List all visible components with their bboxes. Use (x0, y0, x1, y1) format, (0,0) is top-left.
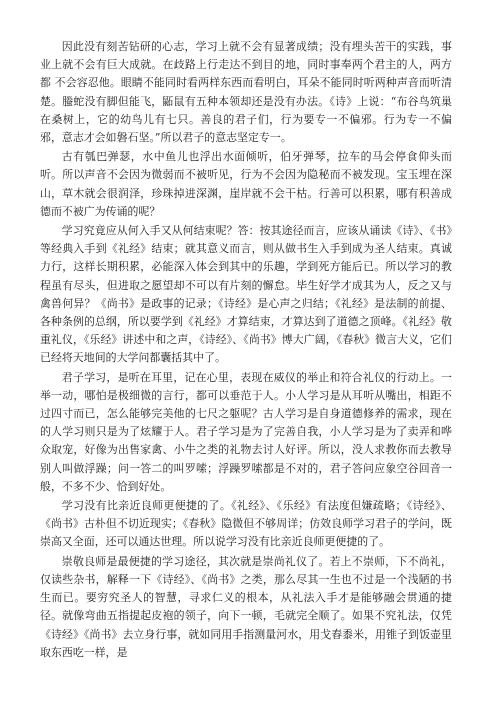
paragraph-4: 君子学习，是听在耳里，记在心里，表现在威仪的举止和符合礼仪的行动上。一举一动，哪怕是极细微的言行，都可以垂范于人。小人学习是从耳听从嘴出，相距不过四寸而已，怎么能够完美他的七尺之躯呢？古人学习是自身道德修养的需求，现在的人学习则只是为了炫耀于人。君子学习是为了完善自我，小人学习是为了卖弄和哗众取宠，好像为出售家禽、小牛之类的礼物去讨人好评。所以，没人求教你而去教导别人叫做浮躁；问一答二的叫罗嗦；浮躁罗嗦都是不对的，君子答问应象空谷回音一般，不多不少、恰到好处。 (40, 370, 452, 493)
paragraph-2: 古有瓠巴弹瑟，水中鱼儿也浮出水面倾听，伯牙弹琴，拉车的马会停食仰头而听。所以声音不会因为微弱而不被听见，行为不会因为隐秘而不被发现。宝玉埋在深山，草木就会很润泽，珍珠掉进深渊，崖岸就不会干枯。行善可以积累，哪有积善成德而不被广为传诵的呢？ (40, 150, 452, 218)
paragraph-5: 学习没有比亲近良师更便捷的了。《礼经》、《乐经》有法度但嫌疏略；《诗经》、《尚书》古朴但不切近现实；《春秋》隐微但不够周详；仿效良师学习君子的学问，既崇高又全面，还可以通达世理。所以说学习没有比亲近良师更便捷的了。 (40, 499, 452, 549)
paragraph-1: 因此没有刻苦钻研的心志，学习上就不会有显著成绩；没有埋头苦干的实践，事业上就不会有巨大成就。在歧路上行走达不到目的地，同时事奉两个君主的人，两方都 不会容忍他。眼睛不能同时看两样东西而看明白，耳朵不能同时听两种声音而听清楚。螣蛇没有脚但能飞，鼫鼠有五种本领却还是没有办法。《诗》上说：“布谷鸟筑巢在桑树上，它的幼鸟儿有七只。善良的君子们，行为要专一不偏邪。行为专一不偏邪，意志才会如磐石坚。”所以君子的意志坚定专一。 (40, 40, 452, 145)
document-page (40, 38, 452, 663)
paragraph-6: 崇敬良师是最便捷的学习途径，其次就是崇尚礼仪了。若上不崇师，下不尚礼，仅读些杂书，解释一下《诗经》、《尚书》之类，那么尽其一生也不过是一个浅陋的书生而已。要穷究圣人的智慧，寻求仁义的根本，从礼法入手才是能够融会贯通的捷径。就像弯曲五指提起皮袍的领子，向下一顿，毛就完全顺了。如果不究礼法，仅凭《诗经》《尚书》去立身行事，就如同用手指测量河水，用戈舂黍米，用锥子到饭壶里取东西吃一样，是 (40, 554, 452, 659)
paragraph-3: 学习究竟应从何入手又从何结束呢？答：按其途径而言，应该从诵读《诗》、《书》等经典入手到《礼经》结束；就其意义而言，则从做书生入手到成为圣人结束。真诚力行，这样长期积累，必能深入体会到其中的乐趣，学到死方能后已。所以学习的教程虽有尽头，但进取之愿望却不可以有片刻的懈怠。毕生好学才成其为人，反之又与禽兽何异？《尚书》是政事的记录；《诗经》是心声之归结；《礼经》是法制的前提、各种条例的总纲，所以要学到《礼经》才算结束，才算达到了道德之顶峰。《礼经》敬重礼仪，《乐经》讲述中和之声，《诗经》、《尚书》博大广阔，《春秋》微言大义，它们已经将天地间的大学问都囊括其中了。 (40, 224, 452, 365)
